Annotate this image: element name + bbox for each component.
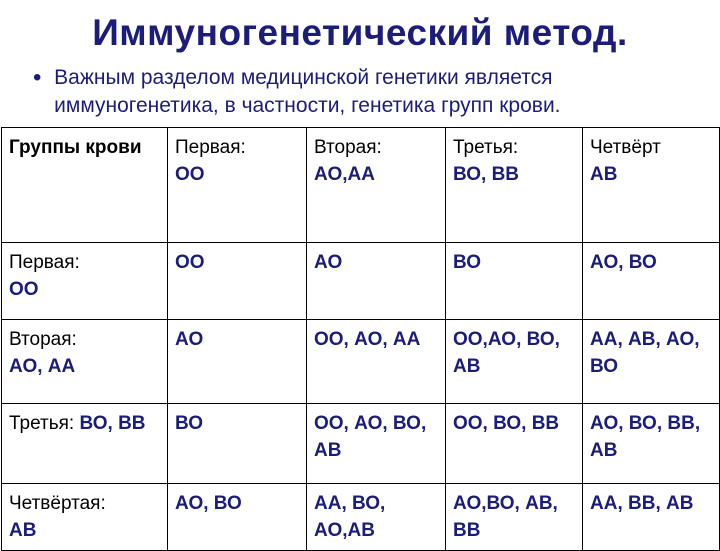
cell-genotypes: ОО <box>175 252 205 273</box>
cell-genotypes: ОО,АО, ВО, АВ <box>453 329 560 377</box>
table-cell <box>583 320 720 404</box>
bullet-dot-icon: • <box>33 64 42 91</box>
table-cell <box>307 320 446 404</box>
table-cell <box>583 484 720 551</box>
table-cell <box>168 320 307 404</box>
table-row <box>2 320 720 404</box>
bullet-text: Важным разделом медицинской генетики является иммуногенетика, в частности, генетика групп крови. <box>54 66 561 117</box>
corner-cell <box>2 128 168 243</box>
table-cell <box>583 243 720 320</box>
column-header-label: Четвёрт <box>590 137 661 158</box>
page-title: Иммуногенетический метод. <box>92 12 628 53</box>
blood-group-table <box>1 127 720 551</box>
table-row <box>2 404 720 484</box>
row-header-label: Третья: <box>9 413 75 434</box>
column-header-2 <box>307 128 446 243</box>
column-header-1 <box>168 128 307 243</box>
cell-genotypes: АО,ВО, АВ, ВВ <box>453 493 558 541</box>
row-header-label: Первая: <box>9 252 80 273</box>
bullet-item <box>33 64 683 120</box>
table-cell <box>446 404 583 484</box>
cell-genotypes: АА, АВ, АО, ВО <box>590 329 700 377</box>
table-row <box>2 243 720 320</box>
cell-genotypes: ВО <box>453 252 482 273</box>
table-cell <box>583 404 720 484</box>
table-cell <box>168 404 307 484</box>
table-cell <box>168 243 307 320</box>
cell-genotypes: ОО, АО, АА <box>314 329 421 350</box>
cell-genotypes: АО, ВО <box>590 252 657 273</box>
cell-genotypes: ОО, АО, ВО, АВ <box>314 413 427 461</box>
row-header-label: Четвёртая: <box>9 493 106 514</box>
column-header-genotype: ОО <box>175 164 205 185</box>
column-header-label: Третья: <box>453 137 519 158</box>
cell-genotypes: АА, ВО, АО,АВ <box>314 493 386 541</box>
row-header-3 <box>2 404 168 484</box>
column-header-genotype: АО,АА <box>314 164 375 185</box>
row-header-genotype: АО, АА <box>9 356 76 377</box>
column-header-genotype: ВО, ВВ <box>453 164 520 185</box>
table-cell <box>446 484 583 551</box>
table-cell <box>168 484 307 551</box>
cell-genotypes: АА, ВВ, АВ <box>590 493 694 514</box>
table-cell <box>446 320 583 404</box>
cell-genotypes: АО <box>314 252 343 273</box>
column-header-label: Вторая: <box>314 137 382 158</box>
column-header-4 <box>583 128 720 243</box>
cell-genotypes: ОО, ВО, ВВ <box>453 413 560 434</box>
row-header-genotype: ВО, ВВ <box>79 413 146 434</box>
column-header-3 <box>446 128 583 243</box>
table-row <box>2 484 720 551</box>
row-header-genotype: АВ <box>9 520 37 541</box>
corner-label: Группы крови <box>9 137 142 158</box>
column-header-genotype: АВ <box>590 164 618 185</box>
row-header-1 <box>2 243 168 320</box>
row-header-genotype: ОО <box>9 279 39 300</box>
row-header-2 <box>2 320 168 404</box>
row-header-4 <box>2 484 168 551</box>
table-cell <box>307 484 446 551</box>
row-header-label: Вторая: <box>9 329 77 350</box>
table-cell <box>446 243 583 320</box>
column-header-label: Первая: <box>175 137 246 158</box>
table-cell <box>307 243 446 320</box>
cell-genotypes: АО <box>175 329 204 350</box>
table-cell <box>307 404 446 484</box>
cell-genotypes: ВО <box>175 413 204 434</box>
table-header-row <box>2 128 720 243</box>
cell-genotypes: АО, ВО <box>175 493 242 514</box>
cell-genotypes: АО, ВО, ВВ, АВ <box>590 413 701 461</box>
